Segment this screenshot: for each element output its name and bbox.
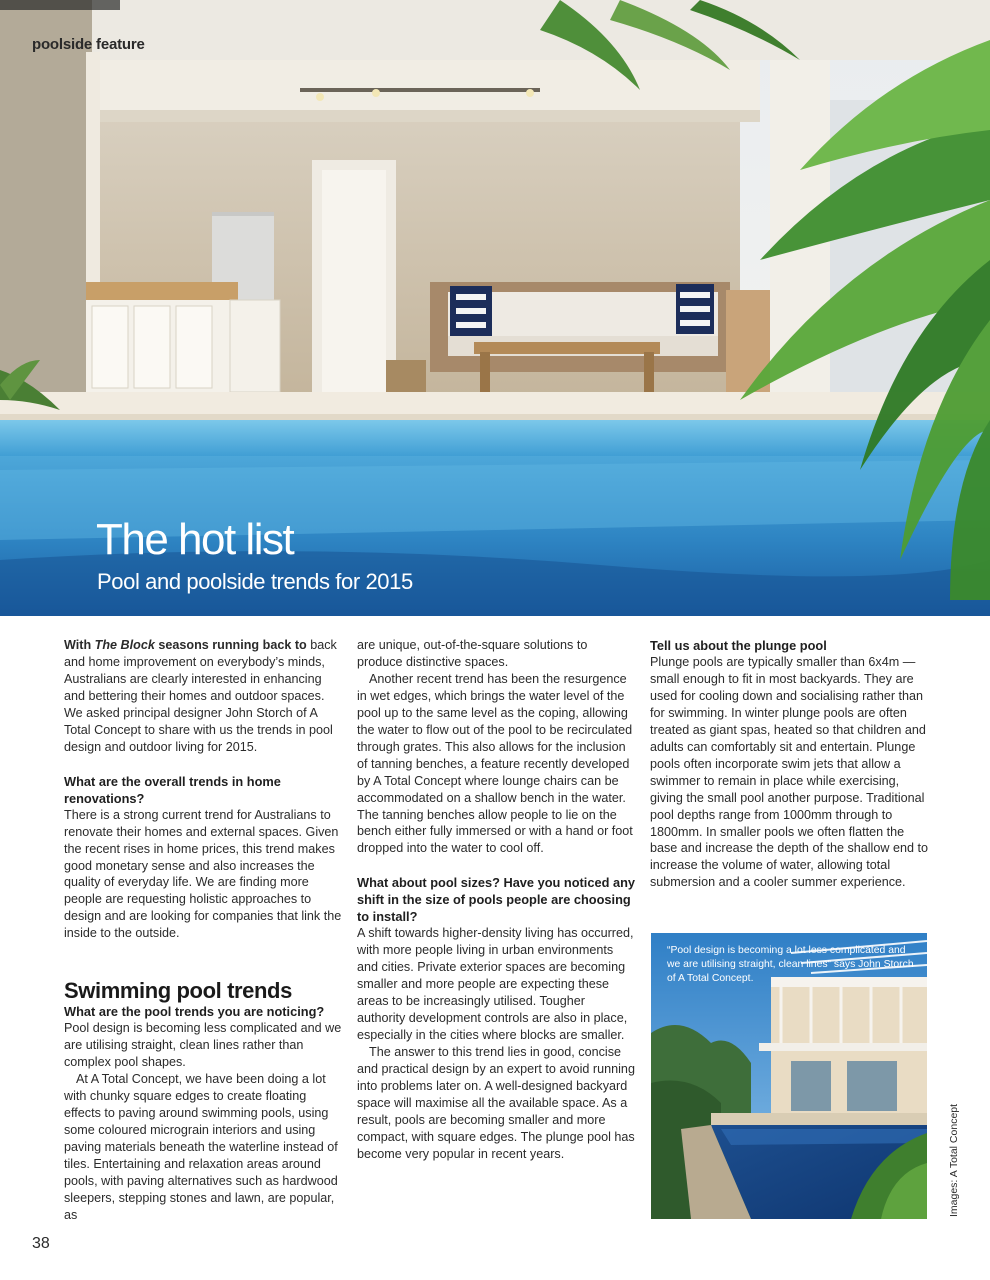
intro-paragraph <box>64 637 342 756</box>
answer-paragraph: Plunge pools are typically smaller than 6x4m — small enough to fit in most backyards. They are used for cooling down and socialising rather than for swimming. In winter plunge pools are often treated as giant spas, heated so that children and adults can comfortably sit and entertain. Plunge pools often incorporate swim jets that allow a swimmer to remain in place while exercising, giving the small pool another purpose. Traditional pool depths range from 1000mm through to 1800mm. In smaller pools we often flatten the base and increase the depth of the shallow end to increase the volume of water, allowing total submersion and a cooler summer experience. <box>650 655 928 890</box>
intro-lead <box>64 638 307 652</box>
body-paragraph: are unique, out-of-the-square solutions to produce distinctive spaces. <box>357 638 588 669</box>
answer-paragraph: At A Total Concept, we have been doing a lot with chunky square edges to create floating effects to paving around swimming pools, using some coloured micrograin interiors and using paving materials beneath the waterline instead of tiles. Entertaining and relaxation areas around pools, with paving alternatives such as hardwood sleepers, stepping stones and lawn, are popular, as <box>64 1072 338 1222</box>
question-heading: What about pool sizes? Have you noticed any shift in the size of pools people are choosing to install? <box>357 875 636 925</box>
paragraph-gap <box>64 756 342 773</box>
paragraph-gap <box>64 942 342 978</box>
article-column-3 <box>650 637 928 891</box>
question-heading: What are the overall trends in home renovations? <box>64 773 281 806</box>
body-paragraph: Another recent trend has been the resurgence in wet edges, which brings the water level of the pool up to the same level as the coping, allowing the water to flow out of the pool to be recirculated through grates. This also allows for the inclusion of tanning benches, a feature recently developed by A Total Concept where lounge chairs can be accommodated on a shallow bench in the water. The tanning benches allow people to lie on the bench either fully immersed or with a hand or foot dropped into the water to cool off. <box>357 671 633 856</box>
question-heading: Tell us about the plunge pool <box>650 638 827 653</box>
answer-paragraph: There is a strong current trend for Australians to renovate their homes and external spaces. Given the recent rises in home prices, this trend makes good monetary sense and also increases the quality of everyday life. We are finding more people are requesting holistic approaches to design and are looking for companies that link the inside to the outside. <box>64 807 342 941</box>
show-title: The Block <box>94 638 155 652</box>
section-heading: Swimming pool trends <box>64 978 292 1004</box>
intro-body: back and home improvement on everybody’s minds, Australians are clearly interested in enhancing and bettering their homes and outdoor spaces. We asked principal designer John Storch of A Total Concept to share with us the trends in pool design and outdoor living for 2015. <box>64 638 337 754</box>
hero-photo <box>0 0 990 616</box>
section-tag: poolside feature <box>32 36 145 53</box>
page-subtitle: Pool and poolside trends for 2015 <box>97 569 413 594</box>
photo-caption: “Pool design is becoming a lot less complicated and we are utilising straight, clean lines” says John Storch of A Total Concept. <box>667 945 914 984</box>
image-credit: Images: A Total Concept <box>948 1103 960 1217</box>
page-title: The hot list <box>96 515 294 564</box>
question-heading: What are the pool trends you are noticing? <box>64 1004 325 1020</box>
intro-lead-text: With <box>64 638 95 652</box>
inset-photo <box>651 933 927 1219</box>
answer-paragraph: Pool design is becoming less complicated and we are utilising straight, clean lines rather than complex pool shapes. <box>64 1021 342 1070</box>
article-column-2 <box>357 637 635 1163</box>
paragraph-gap <box>357 857 635 874</box>
intro-lead-text-2: seasons running back to <box>154 638 307 652</box>
page-number: 38 <box>32 1235 50 1252</box>
answer-paragraph: A shift towards higher-density living has occurred, with more people living in urban environments and cities. Private exterior spaces are becoming smaller and more people are expecting these areas to be increasingly utilised. Tougher authority development controls are also in place, especially in the cities where blocks are smaller. <box>357 926 634 1043</box>
article-column-1 <box>64 637 342 1224</box>
answer-paragraph: The answer to this trend lies in good, concise and practical design by an expert to avoid running into problems later on. A well-designed backyard space will maximise all the available space. As a result, pools are becoming smaller and more compact, with square edges. The plunge pool has become very popular in recent years. <box>357 1045 635 1161</box>
